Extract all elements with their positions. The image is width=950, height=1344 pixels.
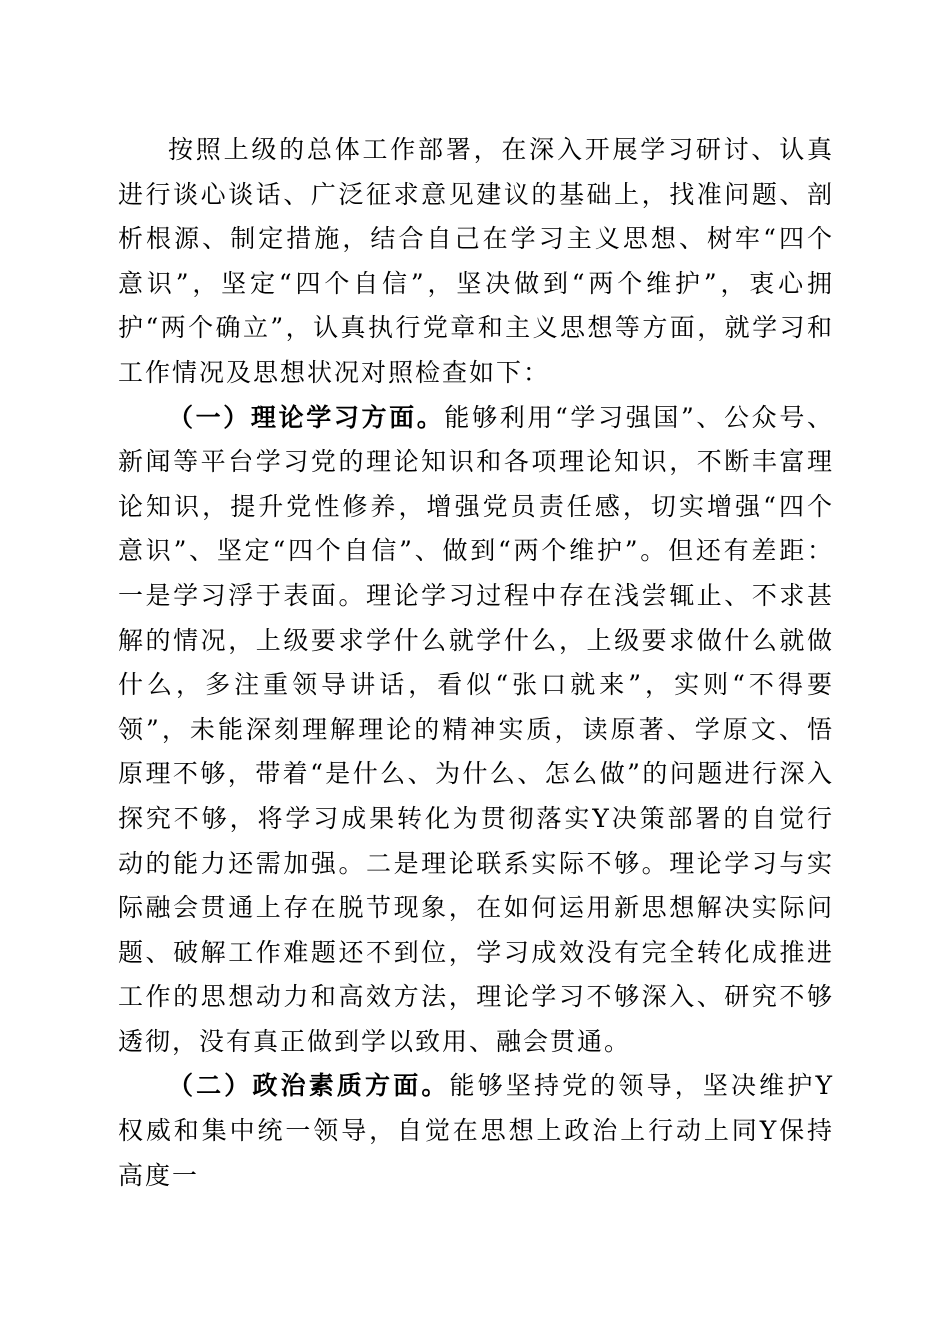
section-1-body: 能够利用“学习强国”、公众号、新闻等平台学习党的理论知识和各项理论知识，不断丰富理论知识，提升党性修养，增强党员责任感，切实增强“四个意识”、坚定“四个自信”、做到“两个维护”。但还有差距：一是学习浮于表面。理论学习过程中存在浅尝辄止、不求甚解的情况，上级要求学什么就学什么，上级要求做什么就做什么，多注重领导讲话，看似“张口就来”，实则“不得要领”，未能深刻理解理论的精神实质，读原著、学原文、悟原理不够，带着“是什么、为什么、怎么做”的问题进行深入探究不够，将学习成果转化为贯彻落实Y决策部署的自觉行动的能力还需加强。二是理论联系实际不够。理论学习与实际融会贯通上存在脱节现象，在如何运用新思想解决实际问题、破解工作难题还不到位，学习成效没有完全转化成推进工作的思想动力和高效方法，理论学习不够深入、研究不够透彻，没有真正做到学以致用、融会贯通。: [118, 402, 834, 1056]
section-2-heading: （二）政治素质方面。: [168, 1071, 450, 1101]
document-body: [118, 128, 834, 1198]
section-2-paragraph: [118, 1064, 834, 1198]
intro-paragraph: 按照上级的总体工作部署，在深入开展学习研讨、认真进行谈心谈话、广泛征求意见建议的基础上，找准问题、剖析根源、制定措施，结合自己在学习主义思想、树牢“四个意识”，坚定“四个自信”，坚决做到“两个维护”，衷心拥护“两个确立”，认真执行党章和主义思想等方面，就学习和工作情况及思想状况对照检查如下：: [118, 135, 834, 387]
section-1-heading: （一）理论学习方面。: [168, 402, 445, 432]
section-2-body: 能够坚持党的领导，坚决维护Y权威和集中统一领导，自觉在思想上政治上行动上同Y保持高度一: [118, 1071, 834, 1190]
section-1-paragraph: [118, 396, 834, 1065]
